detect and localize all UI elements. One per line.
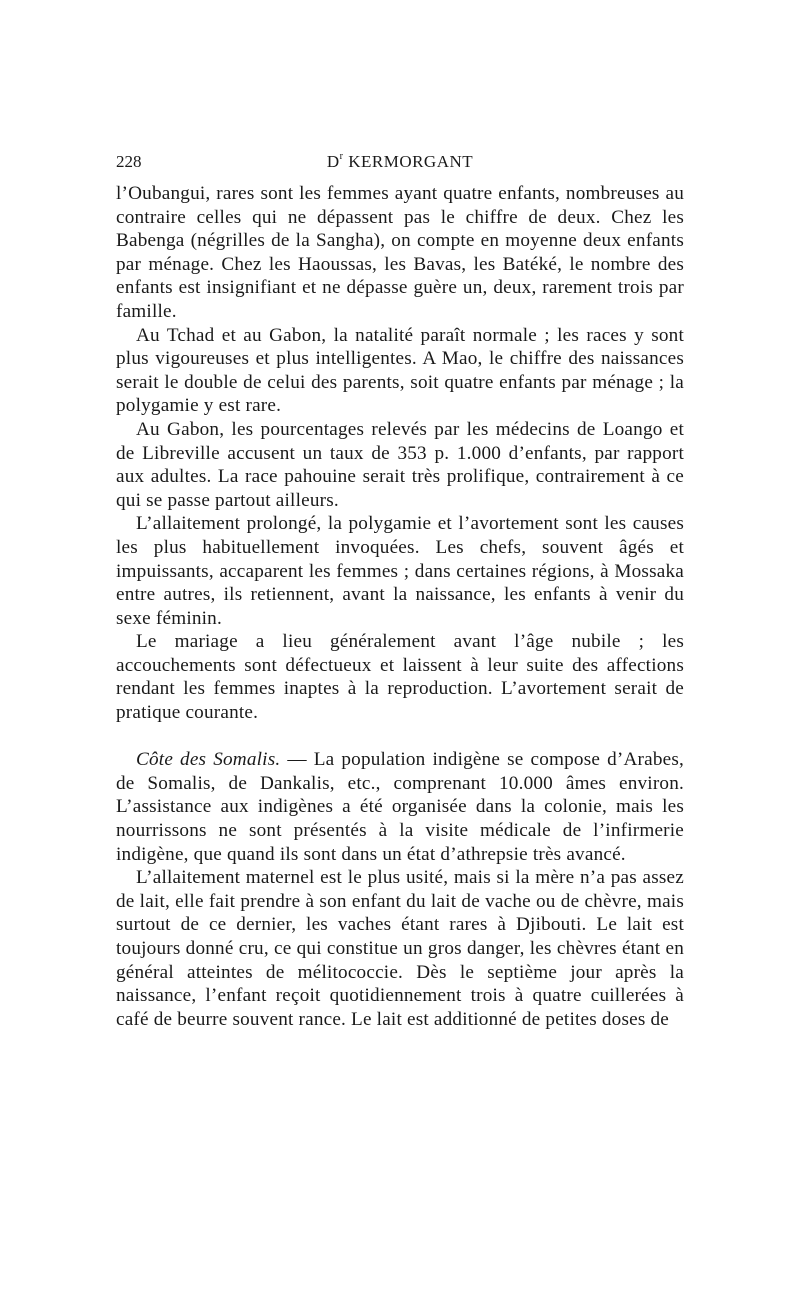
paragraph-oubangui: l’Oubangui, rares sont les femmes ayant quatre enfants, nombreuses au contraire celles qui ne dépassent pas le chiffre de deux. Chez les Babenga (négrilles de la Sangha), on compte en moyenne deux enfants par ménage. Chez les Haoussas, les Bavas, les Batéké, le nombre des enfants est insignifiant et ne dépasse guère un, deux, rarement trois par famille. xyxy=(116,183,684,322)
paragraph-gabon-pourcentages: Au Gabon, les pourcentages relevés par les médecins de Loango et de Libreville accusent un taux de 353 p. 1.000 d’enfants, par rapport aux adultes. La race pahouine serait très prolifique, contrairement à ce qui se passe partout ailleurs. xyxy=(116,418,684,511)
paragraph-allaitement-maternel: L’allaitement maternel est le plus usité, mais si la mère n’a pas assez de lait, elle fait prendre à son enfant du lait de vache ou de chèvre, mais surtout de ce dernier, les vaches étant rares à Djibouti. Le lait est toujours donné cru, ce qui constitue un gros danger, les chèvres étant en général atteintes de mélitococcie. Dès le septième jour après la naissance, l’enfant reçoit quotidiennement trois à quatre cuillerées à café de beurre souvent rance. Le lait est additionné de petites doses de xyxy=(116,867,684,1030)
section-title: Côte des Somalis. xyxy=(136,749,281,771)
paragraph-cote-des-somalis xyxy=(116,748,684,866)
section-spacer xyxy=(116,725,684,749)
paragraph-allaitement-prolonge: L’allaitement prolongé, la polygamie et l’avortement sont les causes les plus habituellement invoquées. Les chefs, souvent âgés et impuissants, accaparent les femmes ; dans certaines régions, à Mossaka entre autres, ils retiennent, avant la naissance, les enfants à venir du sexe féminin. xyxy=(116,513,684,629)
running-head xyxy=(116,150,684,174)
paragraph-mariage: Le mariage a lieu généralement avant l’âge nubile ; les accouchements sont défectueux et laissent à leur suite des affections rendant les femmes inaptes à la reproduction. L’avortement serait de pratique courante. xyxy=(116,631,684,724)
running-head-title xyxy=(116,150,684,174)
author-prefix: D xyxy=(326,152,340,171)
body-text xyxy=(116,182,684,1031)
author-name: KERMORGANT xyxy=(343,152,474,171)
paragraph-tchad-gabon: Au Tchad et au Gabon, la natalité paraît normale ; les races y sont plus vigoureuses et plus intelligentes. A Mao, le chiffre des naissances serait le double de celui des parents, soit quatre enfants par ménage ; la polygamie y est rare. xyxy=(116,324,684,417)
author-prefix-superscript: r xyxy=(339,151,344,162)
page-number: 228 xyxy=(116,152,142,171)
section-first-paragraph-text: — La population indigène se compose d’Arabes, de Somalis, de Dankalis, etc., comprenant 10.000 âmes environ. L’assistance aux indigènes a été organisée dans la colonie, mais les nourrissons ne sont présentés à la visite médicale de l’infirmerie indigène, que quand ils sont dans un état d’athrepsie très avancé. xyxy=(116,749,685,865)
